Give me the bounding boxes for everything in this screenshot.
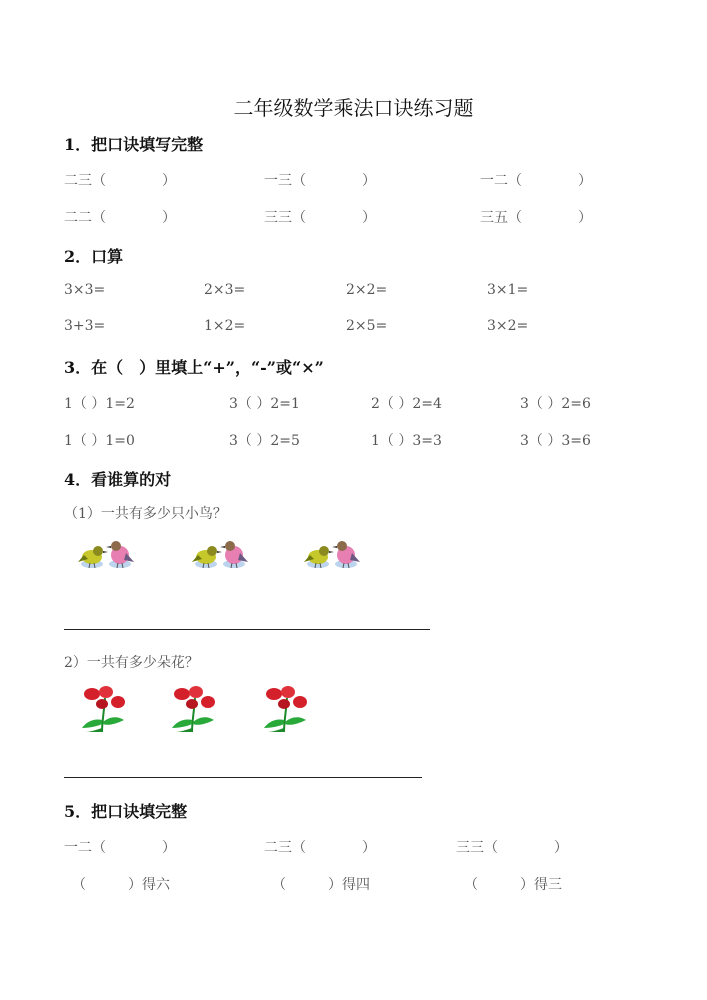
s3-r1-c1: 1（ ）1=2 bbox=[64, 396, 135, 412]
s2-r1-c3: 2×2= bbox=[346, 282, 388, 298]
flower-icon bbox=[80, 684, 130, 734]
s5-r1-c3: 三三（ ） bbox=[456, 840, 568, 856]
s3-r2-c1: 1（ ）1=0 bbox=[64, 433, 135, 449]
bird-pair-1 bbox=[78, 542, 140, 578]
section-3-heading: 3．在（ ）里填上“+”，“-”或“×” bbox=[64, 358, 324, 377]
bird-icon bbox=[332, 541, 360, 568]
s1-r2-c1: 二二（ ） bbox=[64, 210, 176, 226]
bird-pair-2 bbox=[192, 542, 254, 578]
bird-icon bbox=[106, 541, 134, 568]
s3-r2-c4: 3（ ）3=6 bbox=[520, 433, 591, 449]
bird-pair-3 bbox=[304, 542, 366, 578]
question-1: （1）一共有多少只小鸟？ bbox=[64, 506, 227, 522]
s5-r1-c1: 一二（ ） bbox=[64, 840, 176, 856]
s1-r1-c2: 一三（ ） bbox=[264, 173, 376, 189]
s5-r2-c2: （ ）得四 bbox=[272, 877, 370, 893]
s1-r1-c1: 二三（ ） bbox=[64, 173, 176, 189]
s3-r1-c4: 3（ ）2=6 bbox=[520, 396, 591, 412]
s2-r2-c4: 3×2= bbox=[487, 318, 529, 334]
section-1-heading: 1．把口诀填写完整 bbox=[64, 135, 204, 154]
s2-r1-c2: 2×3= bbox=[204, 282, 246, 298]
s2-r1-c4: 3×1= bbox=[487, 282, 529, 298]
bird-icon bbox=[192, 546, 222, 568]
s3-r1-c2: 3（ ）2=1 bbox=[229, 396, 300, 412]
question-2: 2）一共有多少朵花？ bbox=[64, 655, 199, 671]
page-title: 二年级数学乘法口诀练习题 bbox=[233, 96, 474, 120]
s2-r2-c2: 1×2= bbox=[204, 318, 246, 334]
s2-r2-c3: 2×5= bbox=[346, 318, 388, 334]
s1-r2-c2: 三三（ ） bbox=[264, 210, 376, 226]
s3-r1-c3: 2（ ）2=4 bbox=[371, 396, 442, 412]
s5-r2-c1: （ ）得六 bbox=[72, 877, 170, 893]
s3-r2-c3: 1（ ）3=3 bbox=[371, 433, 442, 449]
answer-line-2[interactable] bbox=[64, 777, 422, 778]
s3-r2-c2: 3（ ）2=5 bbox=[229, 433, 300, 449]
section-5-heading: 5．把口诀填完整 bbox=[64, 802, 188, 821]
s5-r2-c3: （ ）得三 bbox=[464, 877, 562, 893]
section-4-heading: 4．看谁算的对 bbox=[64, 470, 172, 489]
flower-icon bbox=[170, 684, 220, 734]
s2-r1-c1: 3×3= bbox=[64, 282, 106, 298]
s2-r2-c1: 3+3= bbox=[64, 318, 106, 334]
answer-line-1[interactable] bbox=[64, 629, 430, 630]
bird-icon bbox=[220, 541, 248, 568]
s1-r1-c3: 一二（ ） bbox=[480, 173, 592, 189]
bird-icon bbox=[78, 546, 108, 568]
s1-r2-c3: 三五（ ） bbox=[480, 210, 592, 226]
s5-r1-c2: 二三（ ） bbox=[264, 840, 376, 856]
flower-icon bbox=[262, 684, 312, 734]
section-2-heading: 2．口算 bbox=[64, 247, 124, 266]
bird-icon bbox=[304, 546, 334, 568]
